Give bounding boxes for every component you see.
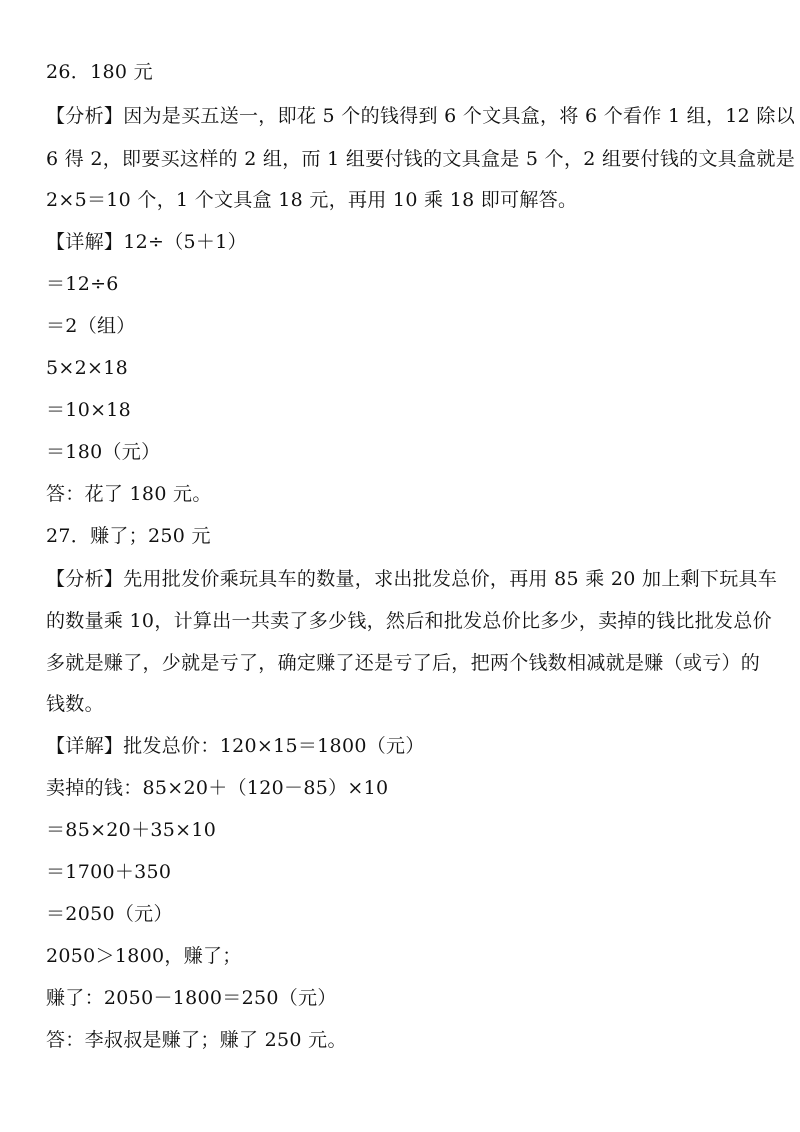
problem-27-step-4: ＝2050（元）	[46, 903, 173, 925]
problem-26-analysis-line-3: 2×5＝10 个，1 个文具盒 18 元，再用 10 乘 18 即可解答。	[46, 189, 578, 211]
problem-27-title: 27．赚了；250 元	[46, 525, 211, 547]
problem-27-step-5: 2050＞1800，赚了；	[46, 945, 242, 967]
problem-26-step-1: ＝12÷6	[46, 273, 119, 295]
problem-27-analysis-line-2: 的数量乘 10，计算出一共卖了多少钱，然后和批发总价比多少，卖掉的钱比批发总价	[46, 610, 772, 632]
problem-27-answer: 答：李叔叔是赚了；赚了 250 元。	[46, 1029, 347, 1051]
problem-27-step-2: ＝85×20＋35×10	[46, 819, 217, 841]
analysis-tag: 【分析】	[46, 105, 124, 127]
problem-27-detail-line-1	[46, 732, 761, 760]
problem-26-step-3: 5×2×18	[46, 357, 128, 379]
analysis-tag: 【分析】	[46, 568, 124, 590]
problem-26-analysis-line-1	[46, 102, 795, 130]
problem-27-analysis-line-3: 多就是赚了，少就是亏了，确定赚了还是亏了后，把两个钱数相减就是赚（或亏）的	[46, 652, 761, 674]
problem-26-step-4: ＝10×18	[46, 399, 132, 421]
problem-27-analysis-line-4: 钱数。	[46, 693, 104, 715]
detail-text: 批发总价：120×15＝1800（元）	[123, 735, 425, 757]
problem-26-title: 26．180 元	[46, 61, 153, 83]
problem-27-step-1: 卖掉的钱：85×20＋（120－85）×10	[46, 777, 389, 799]
problem-27-analysis-line-1	[46, 565, 778, 593]
detail-tag: 【详解】	[46, 735, 124, 757]
problem-26-analysis-line-2: 6 得 2，即要买这样的 2 组，而 1 组要付钱的文具盒是 5 个，2 组要付钱的文具盒就是	[46, 148, 795, 170]
analysis-text: 因为是买五送一，即花 5 个的钱得到 6 个文具盒，将 6 个看作 1 组，12 除以	[123, 105, 795, 127]
problem-26-answer: 答：花了 180 元。	[46, 483, 212, 505]
problem-26-step-5: ＝180（元）	[46, 441, 161, 463]
analysis-text: 先用批发价乘玩具车的数量，求出批发总价，再用 85 乘 20 加上剩下玩具车	[123, 568, 778, 590]
detail-text: 12÷（5＋1）	[123, 231, 247, 253]
detail-tag: 【详解】	[46, 231, 124, 253]
problem-26-detail-line-1	[46, 228, 761, 256]
problem-27-step-3: ＝1700＋350	[46, 861, 172, 883]
problem-27-step-6: 赚了：2050－1800＝250（元）	[46, 987, 337, 1009]
problem-26-step-2: ＝2（组）	[46, 315, 136, 337]
